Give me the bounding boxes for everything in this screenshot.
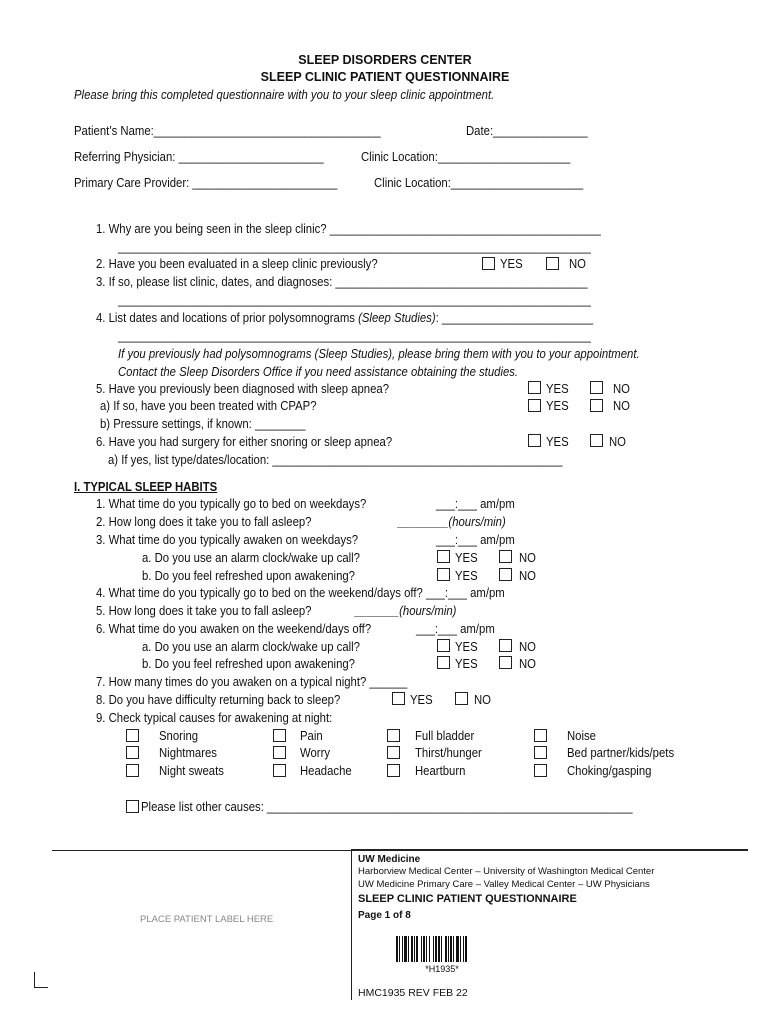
barcode-bar	[453, 936, 454, 962]
barcode-bar	[433, 936, 434, 962]
barcode-bar	[423, 936, 425, 962]
noise-checkbox[interactable]	[534, 729, 547, 742]
barcode-bar	[450, 936, 452, 962]
habit-8: 8. Do you have difficulty returning back to sleep?	[96, 693, 341, 707]
question-1[interactable]: 1. Why are you being seen in the sleep clinic? ___________________________________________	[96, 222, 601, 236]
h6b-yes-checkbox[interactable]	[437, 656, 450, 669]
barcode-bar	[445, 936, 447, 962]
clinic-location-field-2[interactable]: Clinic Location:_____________________	[374, 176, 584, 190]
h6a-yes-label: YES	[455, 640, 478, 654]
footer-rule-right	[351, 849, 748, 851]
question-1-line[interactable]: ___________________________________________________________________________	[118, 240, 591, 254]
cause-worry: Worry	[300, 746, 331, 760]
uw-medicine-label: UW Medicine	[358, 854, 421, 865]
q5-yes-checkbox[interactable]	[528, 381, 541, 394]
barcode-bar	[404, 936, 407, 962]
question-4-line[interactable]: ___________________________________________________________________________	[118, 329, 591, 343]
question-5b[interactable]: b) Pressure settings, if known: ________	[100, 417, 306, 431]
habit-6b: b. Do you feel refreshed upon awakening?	[142, 657, 355, 671]
cause-pain: Pain	[300, 729, 323, 743]
habit-1: 1. What time do you typically go to bed on weekdays?	[96, 497, 367, 511]
barcode-bar	[448, 936, 449, 962]
cause-noise: Noise	[567, 729, 596, 743]
q6-no-checkbox[interactable]	[590, 434, 603, 447]
q6-no-label: NO	[609, 435, 627, 449]
habit-5-answer[interactable]: _______(hours/min)	[355, 604, 457, 618]
h8-no-checkbox[interactable]	[455, 692, 468, 705]
habit-2-answer[interactable]: ________(hours/min)	[398, 515, 506, 529]
footer-line-1: Harborview Medical Center – University of Washington Medical Center	[358, 866, 655, 877]
question-6: 6. Have you had surgery for either snoring or sleep apnea?	[96, 435, 393, 449]
habit-2: 2. How long does it take you to fall asleep?	[96, 515, 312, 529]
note-line-2: Contact the Sleep Disorders Office if you need assistance obtaining the studies.	[118, 365, 519, 379]
h8-yes-label: YES	[410, 693, 433, 707]
patient-name-field[interactable]: Patient’s Name:____________________________________	[74, 124, 381, 138]
center-name: SLEEP DISORDERS CENTER	[298, 53, 472, 67]
form-id: HMC1935 REV FEB 22	[358, 987, 468, 999]
habit-4[interactable]: 4. What time do you typically go to bed on the weekend/days off? ___:___ am/pm	[96, 586, 505, 600]
barcode-bar	[456, 936, 459, 962]
q4-text: 4. List dates and locations of prior polysomnograms	[96, 311, 359, 325]
habit-5: 5. How long does it take you to fall asleep?	[96, 604, 312, 618]
barcode-bar	[465, 936, 467, 962]
q4-italic: (Sleep Studies)	[358, 311, 436, 325]
barcode-text: *H1935*	[425, 964, 459, 974]
habit-6-answer[interactable]: ___:___ am/pm	[416, 622, 495, 636]
instruction-text: Please bring this completed questionnaire with you to your sleep clinic appointment.	[74, 88, 495, 102]
barcode-bar	[421, 936, 422, 962]
barcode-bar	[408, 936, 409, 962]
worry-checkbox[interactable]	[273, 746, 286, 759]
h6b-no-label: NO	[519, 657, 537, 671]
question-5: 5. Have you previously been diagnosed with sleep apnea?	[96, 382, 390, 396]
habit-1-answer[interactable]: ___:___ am/pm	[436, 497, 515, 511]
q5a-no-label: NO	[613, 399, 631, 413]
barcode-bar	[399, 936, 400, 962]
page-number: Page 1 of 8	[358, 910, 411, 921]
h3a-yes-label: YES	[455, 551, 478, 565]
full-bladder-checkbox[interactable]	[387, 729, 400, 742]
footer-divider	[351, 850, 352, 1000]
question-4[interactable]	[96, 311, 593, 326]
cause-headache: Headache	[300, 764, 352, 778]
footer-line-2: UW Medicine Primary Care – Valley Medical Center – UW Physicians	[358, 879, 650, 890]
choking-checkbox[interactable]	[534, 764, 547, 777]
corner-mark-v	[34, 972, 35, 988]
cause-bed-partner: Bed partner/kids/pets	[567, 746, 675, 760]
barcode-bar	[441, 936, 442, 962]
q5a-no-checkbox[interactable]	[590, 399, 603, 412]
cause-heartburn: Heartburn	[415, 764, 466, 778]
habit-6: 6. What time do you awaken on the weekend/days off?	[96, 622, 372, 636]
barcode-bar	[411, 936, 413, 962]
question-3[interactable]: 3. If so, please list clinic, dates, and diagnoses: ________________________________________	[96, 275, 588, 289]
habit-6a: a. Do you use an alarm clock/wake up call?	[142, 640, 360, 654]
h8-no-label: NO	[474, 693, 492, 707]
thirst-hunger-checkbox[interactable]	[387, 746, 400, 759]
h3b-no-label: NO	[519, 569, 537, 583]
barcode-bar	[414, 936, 415, 962]
barcode-bar	[463, 936, 464, 962]
cause-nightmares: Nightmares	[159, 746, 217, 760]
page-title: SLEEP CLINIC PATIENT QUESTIONNAIRE	[260, 70, 510, 84]
bed-partner-checkbox[interactable]	[534, 746, 547, 759]
h3a-no-checkbox[interactable]	[499, 550, 512, 563]
h6a-no-checkbox[interactable]	[499, 639, 512, 652]
habit-3: 3. What time do you typically awaken on weekdays?	[96, 533, 359, 547]
h6a-yes-checkbox[interactable]	[437, 639, 450, 652]
q5a-yes-checkbox[interactable]	[528, 399, 541, 412]
other-causes-checkbox[interactable]	[126, 800, 139, 813]
q5-yes-label: YES	[546, 382, 569, 396]
barcode-bar	[396, 936, 398, 962]
h3b-yes-checkbox[interactable]	[437, 568, 450, 581]
barcode-bar	[438, 936, 440, 962]
h3b-yes-label: YES	[455, 569, 478, 583]
cause-thirst-hunger: Thirst/hunger	[415, 746, 482, 760]
footer-title: SLEEP CLINIC PATIENT QUESTIONNAIRE	[358, 893, 577, 905]
heartburn-checkbox[interactable]	[387, 764, 400, 777]
q2-yes-label: YES	[500, 257, 523, 271]
h6b-no-checkbox[interactable]	[499, 656, 512, 669]
q6-yes-label: YES	[546, 435, 569, 449]
q4-tail: : ________________________	[435, 311, 594, 325]
night-sweats-checkbox[interactable]	[126, 764, 139, 777]
habit-7[interactable]: 7. How many times do you awaken on a typical night? ______	[96, 675, 408, 689]
h6a-no-label: NO	[519, 640, 537, 654]
barcode-bar	[416, 936, 418, 962]
patient-label-area: PLACE PATIENT LABEL HERE	[140, 914, 274, 925]
referring-physician-field[interactable]: Referring Physician: _______________________	[74, 150, 324, 164]
date-field[interactable]: Date:_______________	[466, 124, 588, 138]
question-3-line[interactable]: ___________________________________________________________________________	[118, 293, 591, 307]
barcode-bar	[402, 936, 403, 962]
habit-9: 9. Check typical causes for awakening at night:	[96, 711, 333, 725]
h3a-yes-checkbox[interactable]	[437, 550, 450, 563]
h3b-no-checkbox[interactable]	[499, 568, 512, 581]
barcode-icon	[396, 936, 488, 962]
q5-no-checkbox[interactable]	[590, 381, 603, 394]
cause-choking: Choking/gasping	[567, 764, 652, 778]
note-line-1: If you previously had polysomnograms (Sleep Studies), please bring them with you to your appointment.	[118, 347, 640, 361]
section-heading: I. TYPICAL SLEEP HABITS	[74, 480, 218, 494]
cause-night-sweats: Night sweats	[159, 764, 224, 778]
cause-full-bladder: Full bladder	[415, 729, 475, 743]
question-6a[interactable]: a) If yes, list type/dates/location: ______________________________________________	[108, 453, 563, 467]
corner-mark-h	[34, 987, 48, 988]
q2-yes-checkbox[interactable]	[482, 257, 495, 270]
q6-yes-checkbox[interactable]	[528, 434, 541, 447]
h6b-yes-label: YES	[455, 657, 478, 671]
other-causes-field[interactable]: Please list other causes: __________________________________________________________	[141, 800, 633, 814]
headache-checkbox[interactable]	[273, 764, 286, 777]
h3a-no-label: NO	[519, 551, 537, 565]
h8-yes-checkbox[interactable]	[392, 692, 405, 705]
snoring-checkbox[interactable]	[126, 729, 139, 742]
question-5a: a) If so, have you been treated with CPAP?	[100, 399, 317, 413]
clinic-location-field-1[interactable]: Clinic Location:_____________________	[361, 150, 571, 164]
habit-3a: a. Do you use an alarm clock/wake up call?	[142, 551, 360, 565]
barcode-bar	[435, 936, 437, 962]
q5-no-label: NO	[613, 382, 631, 396]
barcode-bar	[429, 936, 430, 962]
cause-snoring: Snoring	[159, 729, 199, 743]
q2-no-checkbox[interactable]	[546, 257, 559, 270]
primary-care-provider-field[interactable]: Primary Care Provider: _______________________	[74, 176, 338, 190]
habit-3-answer[interactable]: ___:___ am/pm	[436, 533, 515, 547]
q5a-yes-label: YES	[546, 399, 569, 413]
habit-3b: b. Do you feel refreshed upon awakening?	[142, 569, 355, 583]
nightmares-checkbox[interactable]	[126, 746, 139, 759]
barcode-bar	[426, 936, 427, 962]
pain-checkbox[interactable]	[273, 729, 286, 742]
question-2: 2. Have you been evaluated in a sleep clinic previously?	[96, 257, 378, 271]
barcode-bar	[460, 936, 461, 962]
footer-rule-left	[52, 850, 351, 851]
q2-no-label: NO	[569, 257, 587, 271]
